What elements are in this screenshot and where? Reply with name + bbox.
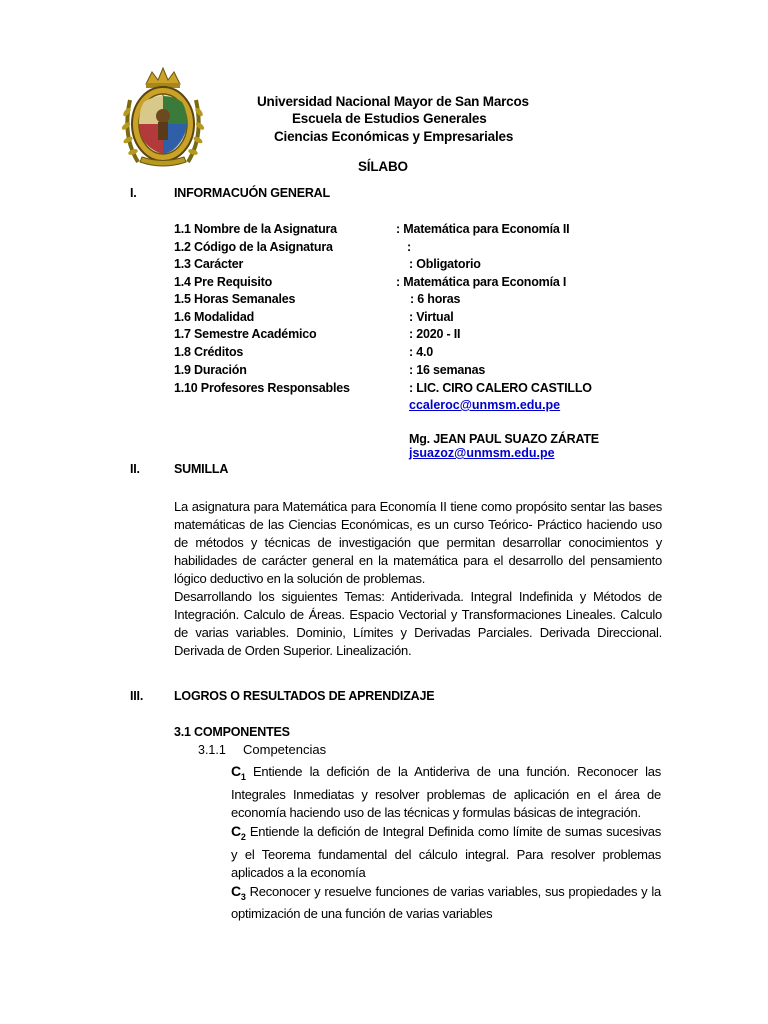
info-key: 1.8 Créditos: [174, 345, 244, 359]
info-key: 1.1 Nombre de la Asignatura: [174, 222, 337, 236]
subsection-title: Competencias: [243, 742, 327, 757]
info-value: : 4.0: [409, 345, 434, 359]
info-value: : Matemática para Economía I: [396, 275, 567, 289]
school-name: Escuela de Estudios Generales: [292, 111, 487, 126]
info-value: : Obligatorio: [409, 257, 481, 271]
section-title-1: INFORMACUÓN GENERAL: [174, 186, 330, 200]
section-title-2: SUMILLA: [174, 462, 229, 476]
info-value: : 2020 - II: [409, 327, 461, 341]
competency-text: Reconocer y resuelve funciones de varias variables, sus propiedades y la optimización de una función de varias variables: [231, 883, 661, 922]
sumilla-paragraph: Desarrollando los siguientes Temas: Antiderivada. Integral Indefinida y Métodos de Integración. Calculo de Áreas. Espacio Vectorial y Transformaciones Lineales. Calculo de varias variables. Dominio, Límites y Derivadas Parciales. Derivada Direccional. Derivada de Orden Superior. Linealización.: [174, 589, 662, 658]
info-value: : Matemática para Economía II: [396, 222, 570, 236]
info-key: 1.10 Profesores Responsables: [174, 381, 350, 395]
info-value: : 6 horas: [410, 292, 461, 306]
section-title-3: LOGROS O RESULTADOS DE APRENDIZAJE: [174, 689, 435, 703]
professor-name: Mg. JEAN PAUL SUAZO ZÁRATE: [409, 432, 599, 446]
faculty-area: Ciencias Económicas y Empresariales: [274, 129, 514, 144]
university-name: Universidad Nacional Mayor de San Marcos: [257, 94, 529, 109]
section-number-2: II.: [130, 462, 140, 476]
competency-code: $C_3$: [231, 882, 246, 902]
competency-item: [231, 822, 661, 882]
subsection-number: 3.1.1: [198, 743, 226, 757]
competency-text: Entiende la defición de Integral Definida como límite de sumas sucesivas y el Teorema fundamental del cálculo integral. Para resolver problemas aplicados a la economía: [231, 823, 661, 880]
university-coat-of-arms-icon: [118, 66, 208, 172]
info-key: 1.5 Horas Semanales: [174, 292, 296, 306]
competencies-list: [231, 762, 661, 923]
document-title: SÍLABO: [358, 159, 408, 174]
info-key: 1.4 Pre Requisito: [174, 275, 273, 289]
info-value: : 16 semanas: [409, 363, 486, 377]
competency-code: $C_2$: [231, 822, 246, 842]
info-value: : Virtual: [409, 310, 454, 324]
info-key: 1.6 Modalidad: [174, 310, 255, 324]
info-key: 1.3 Carácter: [174, 257, 244, 271]
info-key: 1.9 Duración: [174, 363, 247, 377]
info-value: :: [407, 240, 411, 254]
competency-item: [231, 882, 661, 924]
competency-item: [231, 762, 661, 822]
info-key: 1.2 Código de la Asignatura: [174, 240, 333, 254]
professor-email-link[interactable]: ccaleroc@unmsm.edu.pe: [409, 398, 561, 412]
info-key: 1.7 Semestre Académico: [174, 327, 317, 341]
components-heading: 3.1 COMPONENTES: [174, 725, 290, 739]
competency-text: Entiende la defición de la Antideriva de una función. Reconocer las Integrales Inmediatas y resolver problemas de aplicación en el área de economía haciendo uso de las técnicas y formulas básicas de integración.: [231, 764, 661, 820]
competency-code: $C_1$: [231, 763, 246, 782]
info-value: : LIC. CIRO CALERO CASTILLO: [409, 381, 592, 395]
section-number-3: III.: [130, 689, 144, 703]
sumilla-paragraph: La asignatura para Matemática para Economía II tiene como propósito sentar las bases matemáticas de las Ciencias Económicas, es un curso Teórico- Práctico haciendo uso de métodos y técnicas de investigación que permitan desarrollar conocimientos y habilidades de carácter general en la matemática para el desarrollo del pensamiento lógico deductivo en la solución de problemas.: [174, 499, 662, 586]
section-number-1: I.: [130, 186, 137, 200]
professor-email-link[interactable]: jsuazoz@unmsm.edu.pe: [409, 446, 555, 460]
sumilla-text: [174, 498, 662, 660]
